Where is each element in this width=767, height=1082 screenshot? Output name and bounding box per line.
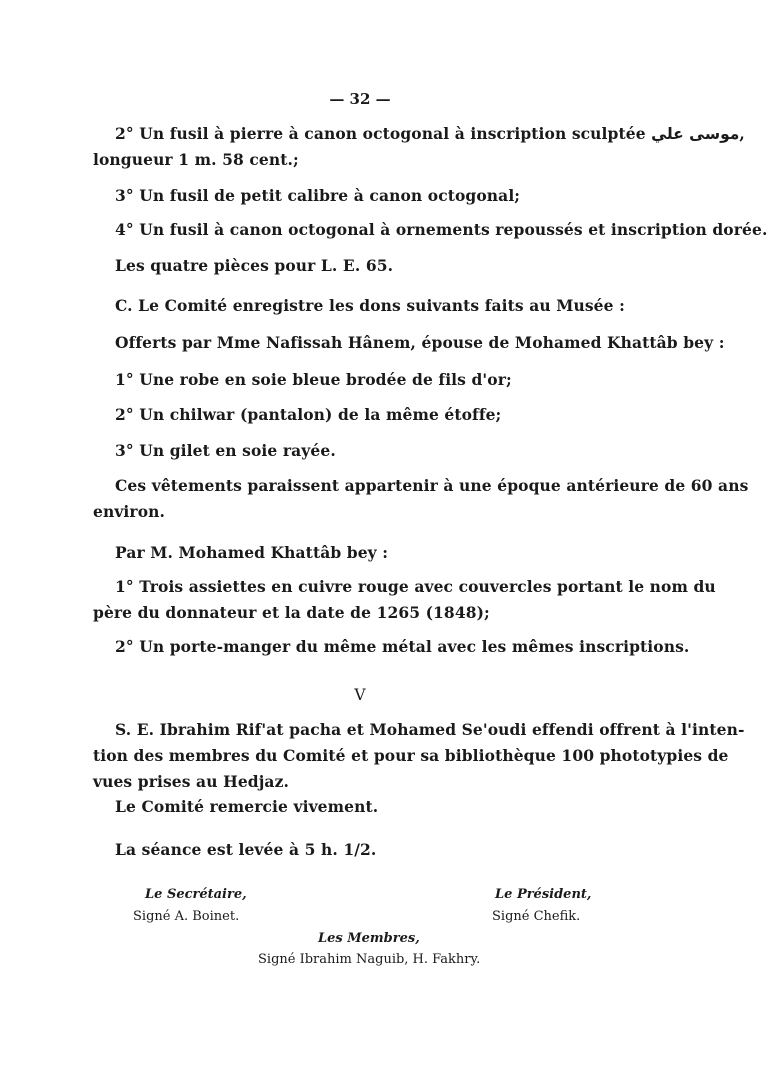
para-line-3: vues prises au Hedjaz. xyxy=(93,772,289,791)
note-line-1: Ces vêtements paraissent appartenir à une époque antérieure de 60 ans xyxy=(115,476,749,495)
secretary-role: Le Secrétaire, xyxy=(145,887,247,902)
members-signed: Signé Ibrahim Naguib, H. Fakhry. xyxy=(258,952,481,967)
section-numeral: V xyxy=(354,686,366,704)
item-line-5: Les quatre pièces pour L. E. 65. xyxy=(115,256,394,275)
donor-line-1: Offerts par Mme Nafissah Hânem, épouse de Mohamed Khattâb bey : xyxy=(115,333,725,352)
para-line-2: tion des membres du Comité et pour sa bibliothèque 100 phototypies de xyxy=(93,746,729,765)
section-c-heading: C. Le Comité enregistre les dons suivants faits au Musée : xyxy=(115,296,625,315)
page-number: — 32 — xyxy=(329,90,391,108)
gift-line-1: 1° Une robe en soie bleue brodée de fils d'or; xyxy=(115,370,512,389)
president-role: Le Président, xyxy=(495,887,592,902)
item-line-4: 4° Un fusil à canon octogonal à ornements repoussés et inscription dorée. xyxy=(115,220,767,239)
item-line-2: longueur 1 m. 58 cent.; xyxy=(93,150,299,169)
item-line-1 xyxy=(115,124,745,144)
closing-line: La séance est levée à 5 h. 1/2. xyxy=(115,840,377,859)
gift-line-3: 3° Un gilet en soie rayée. xyxy=(115,441,336,460)
gift-line-4b: père du donnateur et la date de 1265 (1848); xyxy=(93,603,490,622)
secretary-signed: Signé A. Boinet. xyxy=(133,909,240,924)
members-role: Les Membres, xyxy=(318,931,420,946)
note-line-2: environ. xyxy=(93,502,165,521)
donor-line-2: Par M. Mohamed Khattâb bey : xyxy=(115,543,389,562)
para-line-1: S. E. Ibrahim Rif'at pacha et Mohamed Se'oudi effendi offrent à l'inten- xyxy=(115,720,745,739)
thanks-line: Le Comité remercie vivement. xyxy=(115,797,379,816)
item-line-1-end: , xyxy=(739,124,745,143)
president-signed: Signé Chefik. xyxy=(492,909,581,924)
item-line-3: 3° Un fusil de petit calibre à canon octogonal; xyxy=(115,186,521,205)
gift-line-5: 2° Un porte-manger du même métal avec les mêmes inscriptions. xyxy=(115,637,690,656)
arabic-inscription: موسى علي xyxy=(651,125,740,143)
item-line-1-text: 2° Un fusil à pierre à canon octogonal à inscription sculptée xyxy=(115,124,646,143)
gift-line-2: 2° Un chilwar (pantalon) de la même étoffe; xyxy=(115,405,502,424)
gift-line-4a: 1° Trois assiettes en cuivre rouge avec couvercles portant le nom du xyxy=(115,577,716,596)
